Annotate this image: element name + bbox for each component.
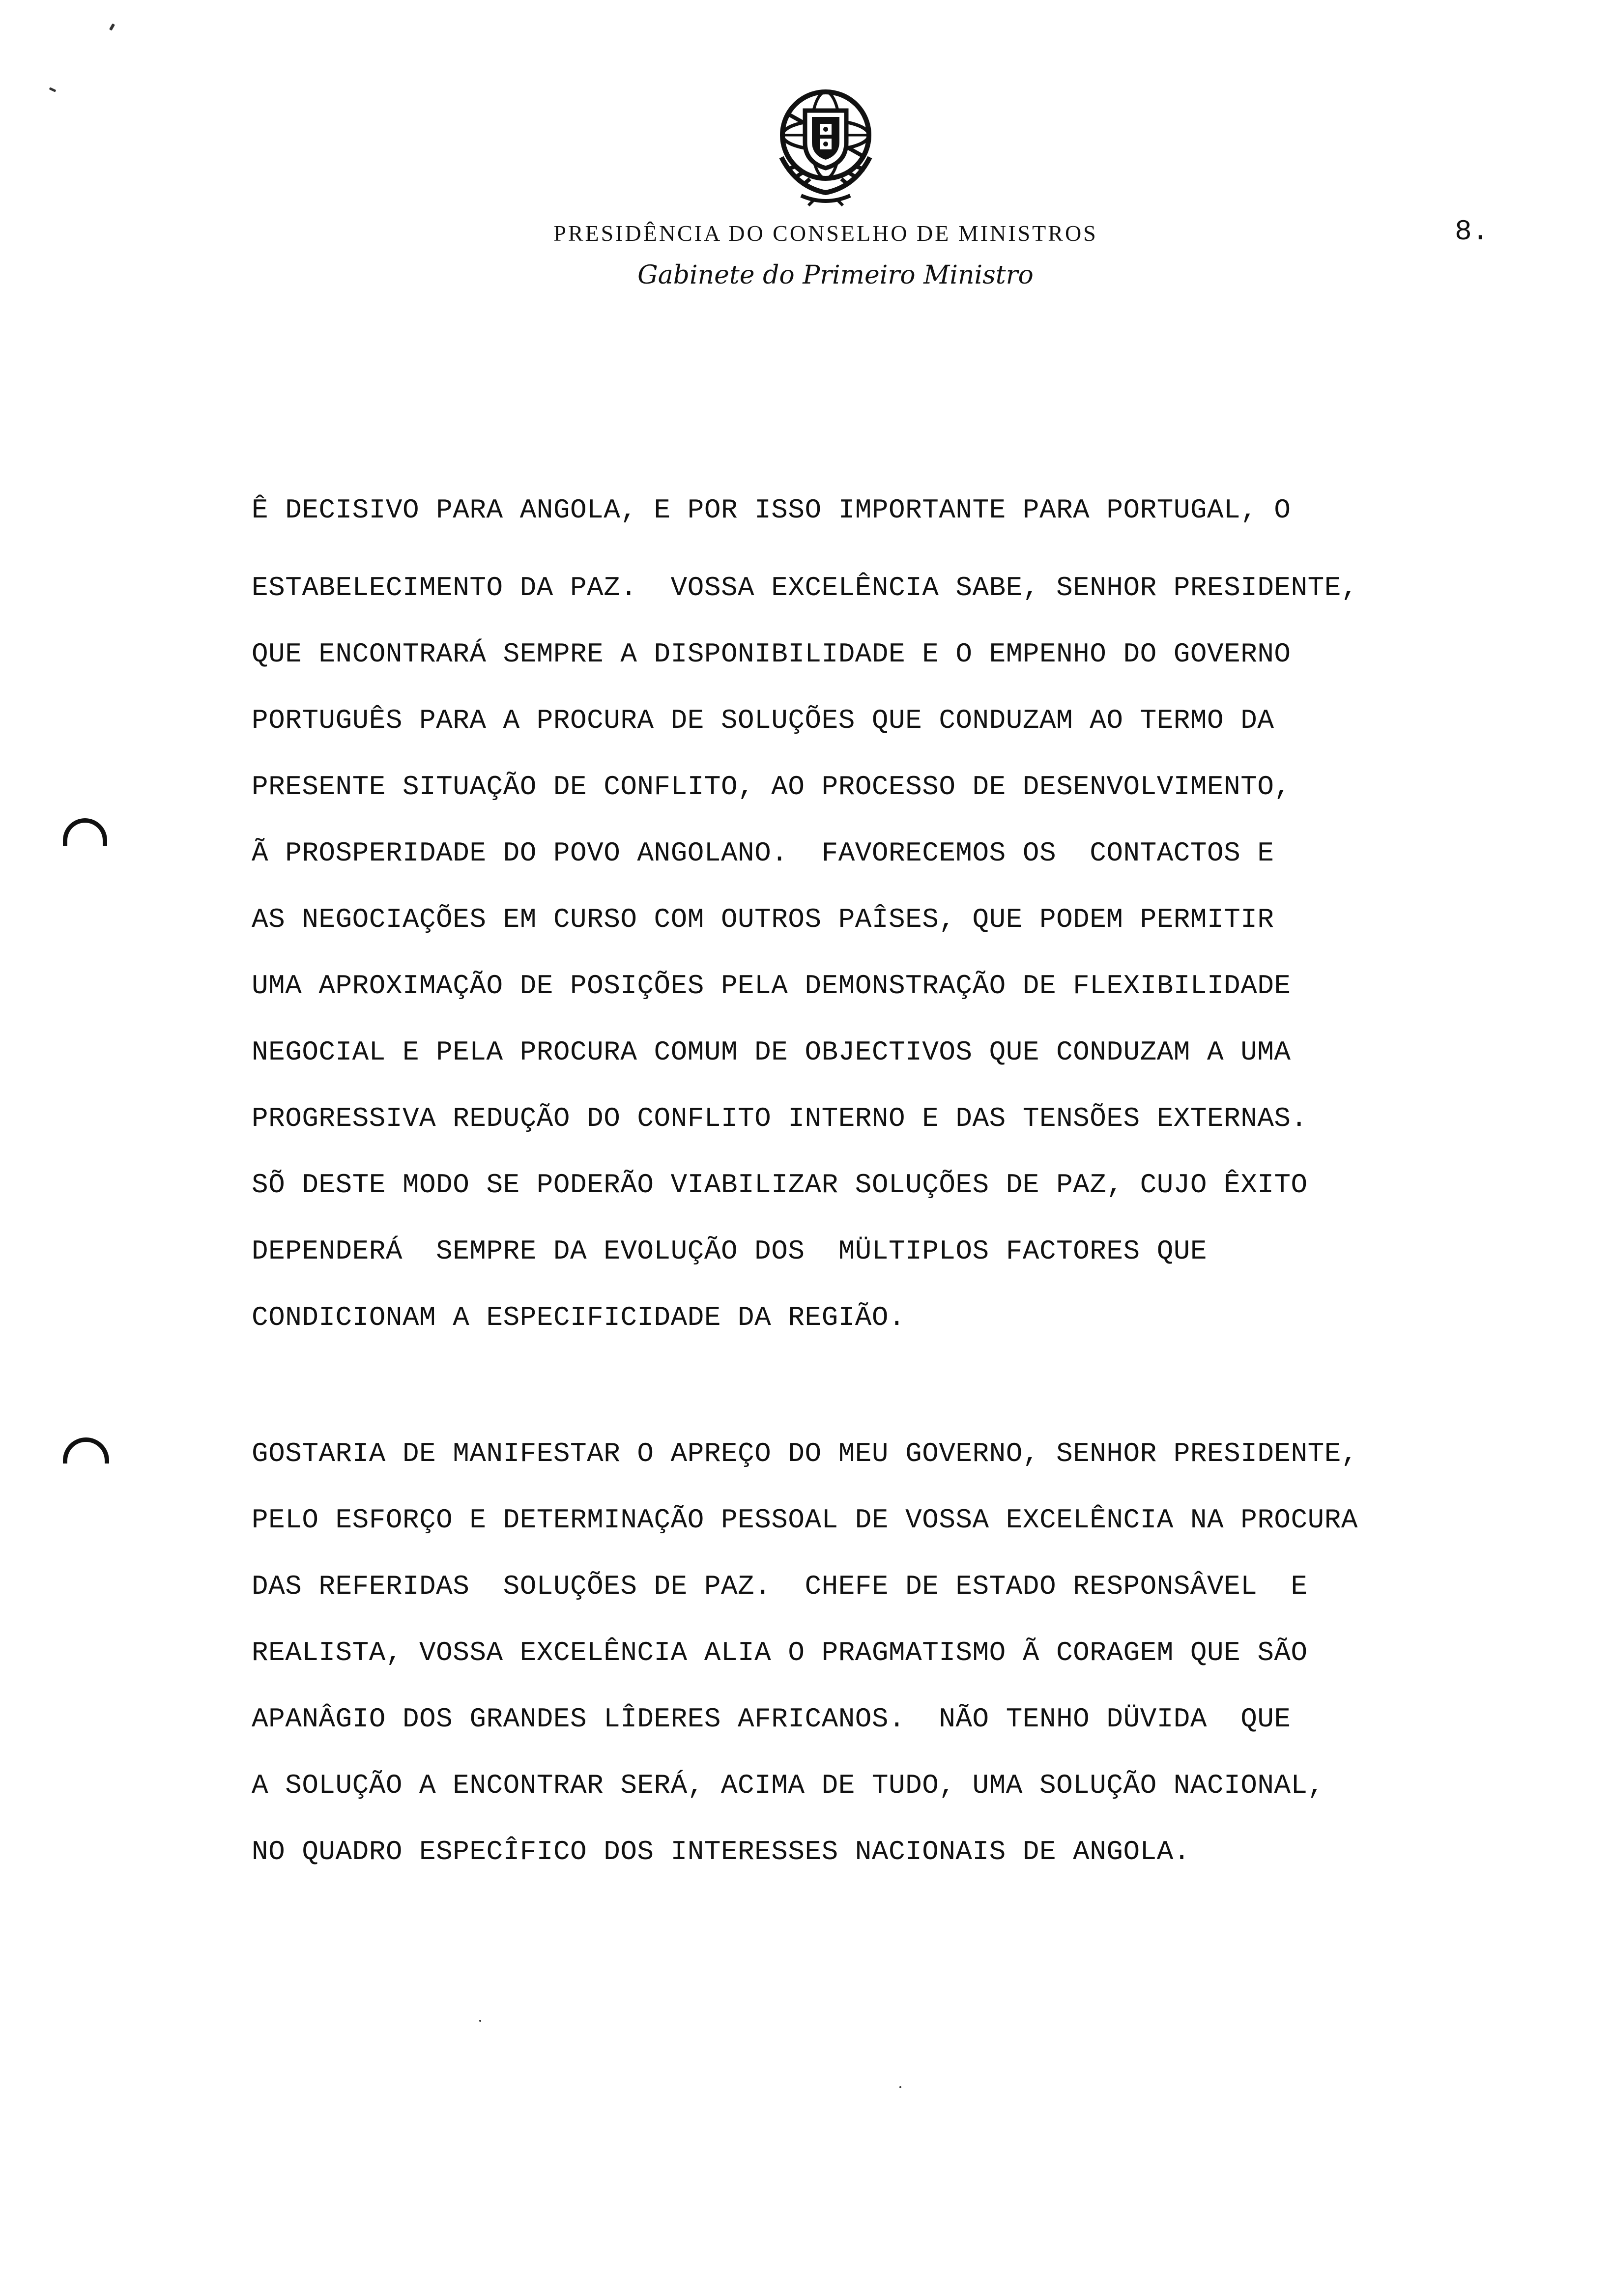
text-line: ESTABELECIMENTO DA PAZ. VOSSA EXCELÊNCIA SABE, SENHOR PRESIDENTE, xyxy=(252,572,1358,603)
text-line: DEPENDERÁ SEMPRE DA EVOLUÇÃO DOS MÜLTIPLOS FACTORES QUE xyxy=(252,1235,1208,1267)
text-line: NEGOCIAL E PELA PROCURA COMUM DE OBJECTIVOS QUE CONDUZAM A UMA xyxy=(252,1036,1291,1068)
text-line: QUE ENCONTRARÁ SEMPRE A DISPONIBILIDADE E O EMPENHO DO GOVERNO xyxy=(252,638,1291,670)
text-line: REALISTA, VOSSA EXCELÊNCIA ALIA O PRAGMATISMO Ã CORAGEM QUE SÃO xyxy=(252,1637,1308,1668)
text-line: Ã PROSPERIDADE DO POVO ANGOLANO. FAVORECEMOS OS CONTACTOS E xyxy=(252,837,1274,869)
text-line: PORTUGUÊS PARA A PROCURA DE SOLUÇÕES QUE CONDUZAM AO TERMO DA xyxy=(252,705,1274,736)
text-line: UMA APROXIMAÇÃO DE POSIÇÕES PELA DEMONSTRAÇÃO DE FLEXIBILIDADE xyxy=(252,970,1291,1002)
scan-speck xyxy=(109,23,115,30)
text-line: GOSTARIA DE MANIFESTAR O APREÇO DO MEU GOVERNO, SENHOR PRESIDENTE, xyxy=(252,1438,1358,1469)
text-line: APANÂGIO DOS GRANDES LÎDERES AFRICANOS. NÃO TENHO DÜVIDA QUE xyxy=(252,1703,1291,1735)
text-line: AS NEGOCIAÇÕES EM CURSO COM OUTROS PAÎSES, QUE PODEM PERMITIR xyxy=(252,904,1274,935)
text-line: SÕ DESTE MODO SE PODERÃO VIABILIZAR SOLUÇÕES DE PAZ, CUJO ÊXITO xyxy=(252,1169,1308,1201)
text-line: Ê DECISIVO PARA ANGOLA, E POR ISSO IMPORTANTE PARA PORTUGAL, O xyxy=(252,494,1291,526)
scan-speck xyxy=(899,2086,901,2088)
office-subheading: Gabinete do Primeiro Ministro xyxy=(637,260,1034,290)
scan-speck xyxy=(49,87,57,92)
text-line: NO QUADRO ESPECÎFICO DOS INTERESSES NACIONAIS DE ANGOLA. xyxy=(252,1836,1190,1867)
body-paragraph xyxy=(252,496,1579,1370)
text-line: DAS REFERIDAS SOLUÇÕES DE PAZ. CHEFE DE ESTADO RESPONSÂVEL E xyxy=(252,1571,1308,1602)
body-paragraph xyxy=(252,1440,1579,1904)
coat-of-arms-icon xyxy=(767,84,885,206)
text-line: A SOLUÇÃO A ENCONTRAR SERÁ, ACIMA DE TUDO, UMA SOLUÇÃO NACIONAL, xyxy=(252,1770,1324,1801)
margin-bracket-mark xyxy=(63,818,107,846)
text-line: CONDICIONAM A ESPECIFICIDADE DA REGIÃO. xyxy=(252,1302,906,1333)
margin-bracket-mark xyxy=(63,1437,109,1464)
text-line: PELO ESFORÇO E DETERMINAÇÃO PESSOAL DE VOSSA EXCELÊNCIA NA PROCURA xyxy=(252,1504,1358,1536)
scan-speck xyxy=(479,2020,481,2022)
text-line: PROGRESSIVA REDUÇÃO DO CONFLITO INTERNO E DAS TENSÕES EXTERNAS. xyxy=(252,1103,1308,1134)
organization-heading: PRESIDÊNCIA DO CONSELHO DE MINISTROS xyxy=(553,221,1098,246)
text-line: PRESENTE SITUAÇÃO DE CONFLITO, AO PROCESSO DE DESENVOLVIMENTO, xyxy=(252,771,1291,803)
page-number: 8. xyxy=(1455,216,1489,248)
